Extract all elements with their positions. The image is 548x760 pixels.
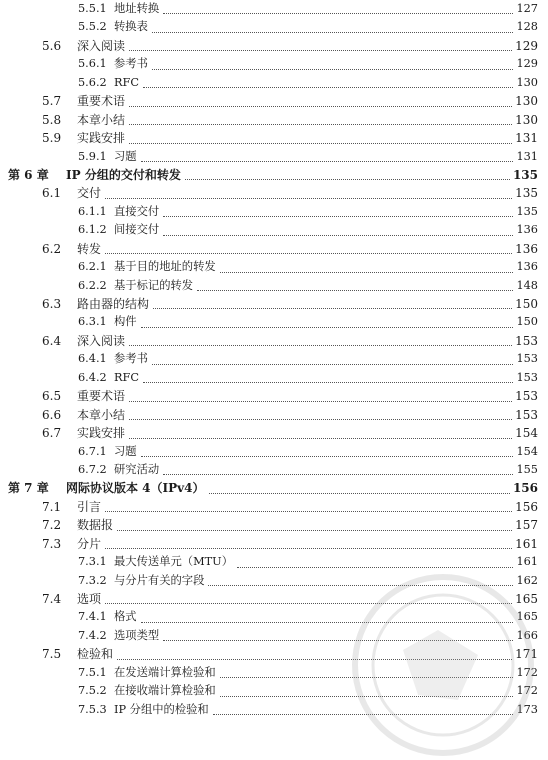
toc-entry-page: 130	[515, 112, 538, 127]
toc-entry-page: 130	[515, 94, 538, 109]
toc-entry-title: RFC	[114, 370, 139, 384]
toc-entry-page: 127	[516, 2, 538, 15]
toc-entry-number: 7.4.1	[78, 610, 107, 624]
toc-entry	[0, 184, 548, 202]
toc-entry-page: 130	[516, 75, 538, 89]
toc-entry-title: 网际协议版本 4（IPv4）	[66, 481, 205, 496]
toc-entry-number: 第 6 章	[8, 167, 49, 182]
toc-entry-number: 6.1.2	[78, 223, 107, 237]
dot-leader	[213, 714, 514, 715]
toc-entry-page: 173	[516, 702, 538, 716]
toc-entry	[0, 129, 548, 147]
toc-entry-number: 5.6.2	[78, 75, 107, 89]
toc-entry-title: 最大传送单元（MTU）	[114, 555, 233, 569]
toc-entry-page: 148	[516, 278, 538, 292]
dot-leader	[129, 143, 512, 144]
toc-entry-number: 6.2.2	[78, 278, 107, 292]
toc-entry-title: 参考书	[114, 57, 148, 71]
toc-entry-page: 128	[516, 20, 538, 34]
dot-leader	[105, 253, 512, 254]
toc-entry	[0, 166, 548, 184]
toc-entry	[0, 203, 548, 221]
toc-entry-number: 7.5.1	[78, 665, 107, 679]
toc-entry-number: 5.8	[42, 112, 62, 127]
toc-entry	[0, 92, 548, 110]
dot-leader	[143, 382, 513, 383]
toc-entry-page: 162	[516, 573, 538, 587]
toc-entry-number: 5.6	[42, 38, 62, 53]
toc-entry-title: 交付	[77, 186, 102, 201]
toc-entry-number: 5.7	[42, 94, 62, 109]
dot-leader	[129, 50, 512, 51]
toc-entry-number: 6.7	[42, 426, 62, 441]
toc-entry-page: 153	[516, 352, 538, 366]
toc-entry-page: 150	[515, 297, 538, 311]
toc-entry-title: 重要术语	[77, 389, 126, 404]
toc-entry-title: 本章小结	[77, 112, 126, 127]
dot-leader	[152, 364, 514, 365]
toc-entry	[0, 111, 548, 129]
dot-leader	[117, 659, 512, 660]
toc-entry-page: 153	[515, 407, 538, 422]
toc-entry-page: 161	[516, 555, 538, 569]
toc-entry-page: 131	[515, 131, 538, 146]
toc-entry	[0, 55, 548, 73]
toc-entry-page: 150	[516, 315, 538, 329]
toc-entry-page: 157	[515, 518, 538, 533]
toc-entry-title: RFC	[114, 75, 139, 89]
toc-entry-title: 习题	[114, 444, 137, 458]
toc-entry-number: 6.2	[42, 241, 62, 256]
toc-entry-title: 在接收端计算检验和	[114, 684, 216, 698]
toc-entry-number: 6.1.1	[78, 204, 107, 218]
toc-entry-number: 6.3.1	[78, 315, 107, 329]
toc-entry-title: 深入阅读	[77, 333, 126, 348]
toc-entry	[0, 516, 548, 534]
dot-leader	[185, 179, 510, 180]
dot-leader	[129, 438, 512, 439]
toc-entry-number: 第 7 章	[8, 481, 49, 496]
toc-entry	[0, 424, 548, 442]
toc-entry-title: 直接交付	[114, 204, 160, 218]
toc-entry-page: 153	[515, 389, 538, 404]
dot-leader	[220, 677, 514, 678]
toc-entry-page: 155	[516, 462, 538, 476]
dot-leader	[117, 530, 512, 531]
dot-leader	[129, 419, 512, 420]
dot-leader	[163, 13, 513, 14]
toc-entry-number: 7.3.1	[78, 555, 107, 569]
toc-entry	[0, 313, 548, 331]
toc-entry	[0, 295, 548, 313]
toc-entry-page: 129	[516, 57, 538, 71]
toc-entry-title: 格式	[114, 610, 137, 624]
toc-entry-title: 数据报	[77, 518, 114, 533]
dot-leader	[141, 456, 514, 457]
toc-entry-title: 选项类型	[114, 628, 160, 642]
toc-entry-title: IP 分组的交付和转发	[66, 167, 181, 182]
toc-entry-page: 135	[515, 186, 538, 201]
toc-entry-number: 7.5.3	[78, 702, 107, 716]
toc-entry	[0, 369, 548, 387]
toc-entry-title: 与分片有关的字段	[114, 573, 205, 587]
toc-entry-title: 习题	[114, 149, 137, 163]
toc-entry-title: 重要术语	[77, 94, 126, 109]
toc-entry-number: 5.5.1	[78, 2, 107, 15]
toc-entry-page: 156	[515, 499, 538, 514]
toc-entry	[0, 221, 548, 239]
toc-entry-page: 166	[516, 628, 538, 642]
toc-entry-page: 154	[516, 444, 538, 458]
toc-entry-title: 研究活动	[114, 462, 160, 476]
toc-entry-title: 选项	[77, 592, 102, 606]
dot-leader	[163, 640, 513, 641]
toc-entry-page: 172	[516, 684, 538, 698]
toc-entry	[0, 350, 548, 368]
dot-leader	[163, 216, 513, 217]
dot-leader	[237, 567, 513, 568]
toc-entry-title: 实践安排	[77, 131, 126, 146]
toc-entry-title: 实践安排	[77, 426, 126, 441]
toc-entry-number: 7.1	[42, 499, 62, 514]
toc-entry	[0, 387, 548, 405]
toc-entry-number: 5.5.2	[78, 20, 107, 34]
toc-entry	[0, 0, 548, 18]
toc-entry-number: 6.4	[42, 333, 62, 348]
toc-entry-number: 7.3.2	[78, 573, 107, 587]
toc-entry-title: 引言	[77, 499, 102, 514]
toc-entry-number: 6.2.1	[78, 260, 107, 274]
toc-entry-page: 129	[515, 38, 538, 53]
dot-leader	[141, 622, 514, 623]
dot-leader	[153, 308, 512, 309]
dot-leader	[129, 345, 512, 346]
toc-entry	[0, 645, 548, 663]
toc-entry-number: 6.3	[42, 297, 62, 311]
toc-entry-page: 131	[516, 149, 538, 163]
toc-entry	[0, 37, 548, 55]
toc-entry-number: 6.1	[42, 186, 62, 201]
dot-leader	[141, 161, 514, 162]
toc-entry-title: 构件	[114, 315, 137, 329]
toc-entry	[0, 535, 548, 553]
toc-entry	[0, 443, 548, 461]
toc-entry	[0, 608, 548, 626]
toc-entry-page: 135	[516, 204, 538, 218]
dot-leader	[105, 198, 512, 199]
toc-entry-title: 地址转换	[114, 2, 160, 15]
toc-entry-title: 间接交付	[114, 223, 160, 237]
dot-leader	[209, 493, 510, 494]
toc-entry-number: 6.4.2	[78, 370, 107, 384]
toc-entry	[0, 148, 548, 166]
toc-entry-title: 本章小结	[77, 407, 126, 422]
toc-entry-number: 6.7.1	[78, 444, 107, 458]
dot-leader	[105, 548, 512, 549]
toc-entry	[0, 18, 548, 36]
toc-entry-number: 7.5.2	[78, 684, 107, 698]
toc-entry-page: 172	[516, 665, 538, 679]
toc-entry-number: 6.6	[42, 407, 62, 422]
toc-entry-page: 154	[515, 426, 538, 441]
dot-leader	[163, 474, 513, 475]
toc-entry-title: 参考书	[114, 352, 148, 366]
dot-leader	[105, 511, 512, 512]
toc-entry-page: 165	[516, 610, 538, 624]
toc-entry-title: IP 分组中的检验和	[114, 702, 209, 716]
toc-entry-page: 136	[516, 260, 538, 274]
toc-entry-number: 6.4.1	[78, 352, 107, 366]
toc-entry-title: 深入阅读	[77, 38, 126, 53]
toc-entry-page: 136	[516, 223, 538, 237]
toc-entry	[0, 498, 548, 516]
toc-entry-number: 6.5	[42, 389, 62, 404]
toc-entry	[0, 479, 548, 497]
toc-entry	[0, 277, 548, 295]
dot-leader	[197, 290, 513, 291]
toc-entry	[0, 701, 548, 719]
dot-leader	[163, 235, 513, 236]
dot-leader	[220, 696, 514, 697]
dot-leader	[129, 124, 512, 125]
toc-entry-number: 7.2	[42, 518, 62, 533]
toc-entry-title: 转发	[77, 241, 102, 256]
dot-leader	[208, 585, 513, 586]
toc-entry	[0, 406, 548, 424]
toc-entry	[0, 627, 548, 645]
toc-entry	[0, 332, 548, 350]
toc-entry-page: 156	[512, 481, 538, 496]
dot-leader	[129, 401, 512, 402]
toc-entry-number: 5.6.1	[78, 57, 107, 71]
toc-entry	[0, 590, 548, 608]
toc-entry-title: 在发送端计算检验和	[114, 665, 216, 679]
toc-entry	[0, 258, 548, 276]
toc-entry-page: 153	[516, 370, 538, 384]
toc-entry-page: 135	[512, 167, 538, 182]
toc-entry-number: 7.5	[42, 647, 62, 662]
toc-entry-page: 161	[515, 536, 538, 551]
dot-leader	[143, 87, 513, 88]
toc-entry-number: 7.4.2	[78, 628, 107, 642]
dot-leader	[152, 32, 514, 33]
toc-entry-title: 转换表	[114, 20, 148, 34]
toc-entry-number: 7.4	[42, 592, 62, 606]
toc-entry-title: 基于标记的转发	[114, 278, 194, 292]
toc-entry-page: 136	[515, 241, 538, 256]
toc-entry-number: 6.7.2	[78, 462, 107, 476]
toc-entry-title: 路由器的结构	[77, 297, 150, 311]
toc-entry-title: 分片	[77, 536, 102, 551]
dot-leader	[152, 69, 514, 70]
toc-entry-page: 153	[515, 333, 538, 348]
toc-entry-page: 171	[515, 647, 538, 662]
toc-entry	[0, 553, 548, 571]
dot-leader	[141, 327, 514, 328]
toc-entry	[0, 74, 548, 92]
dot-leader	[105, 603, 512, 604]
toc-entry-number: 5.9	[42, 131, 62, 146]
toc-entry-page: 165	[515, 592, 538, 606]
toc-entry	[0, 664, 548, 682]
dot-leader	[220, 272, 514, 273]
toc-entry	[0, 572, 548, 590]
toc-entry	[0, 240, 548, 258]
toc-entry	[0, 682, 548, 700]
toc-entry-number: 5.9.1	[78, 149, 107, 163]
toc-entry-title: 基于目的地址的转发	[114, 260, 216, 274]
dot-leader	[129, 106, 512, 107]
toc-entry-title: 检验和	[77, 647, 114, 662]
toc-entry	[0, 461, 548, 479]
toc-entry-number: 7.3	[42, 536, 62, 551]
